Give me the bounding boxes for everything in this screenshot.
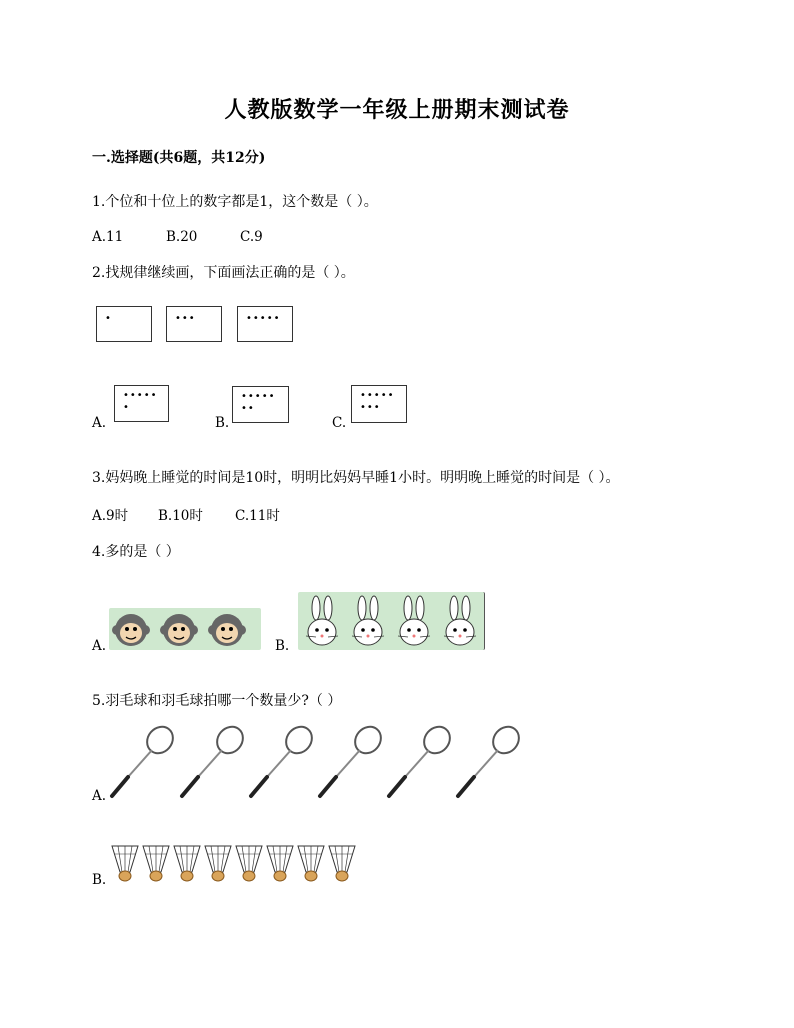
shuttlecocks-image [110, 842, 360, 884]
q2-c-dots-row1: ••••• [360, 390, 395, 401]
monkey-strip [109, 608, 261, 650]
question-2: 2.找规律继续画，下面画法正确的是（ ）。 [92, 265, 355, 281]
q3-option-c: C.11时 [235, 508, 280, 524]
question-4: 4.多的是（ ） [92, 544, 180, 560]
q1-option-b: B.20 [166, 229, 198, 245]
q2-option-b-label: B. [215, 415, 230, 431]
q2-a-dots-row1: ••••• [123, 390, 158, 401]
q1-option-c: C.9 [240, 229, 263, 245]
pattern-box-1 [96, 306, 152, 342]
pattern-dots-1: • [105, 313, 112, 324]
q2-c-dots-row2: ••• [360, 402, 381, 413]
monkey-faces-image [109, 608, 261, 650]
q5-option-a-label: A. [92, 788, 107, 804]
q5-option-b-label: B. [92, 872, 107, 888]
badminton-rackets-image [108, 722, 528, 802]
rabbit-strip [298, 592, 485, 650]
q2-option-c-box [351, 385, 407, 423]
rabbit-faces-image [298, 592, 484, 650]
q4-option-a-label: A. [92, 638, 107, 654]
pattern-box-3 [237, 306, 293, 342]
pattern-dots-2: ••• [175, 313, 196, 324]
question-5: 5.羽毛球和羽毛球拍哪一个数量少?（ ） [92, 693, 342, 709]
q2-option-b-box [232, 386, 289, 423]
q2-option-c-label: C. [332, 415, 347, 431]
page-title: 人教版数学一年级上册期末测试卷 [224, 97, 570, 123]
q2-b-dots-row2: •• [241, 403, 255, 414]
q2-b-dots-row1: ••••• [241, 391, 276, 402]
q3-option-b: B.10时 [158, 508, 203, 524]
q3-option-a: A.9时 [92, 508, 129, 524]
q2-option-a-box [114, 385, 169, 422]
question-3: 3.妈妈晚上睡觉的时间是10时，明明比妈妈早睡1小时。明明晚上睡觉的时间是（ ）。 [92, 470, 620, 486]
section-heading: 一.选择题(共6题，共12分) [92, 150, 266, 166]
pattern-box-2 [166, 306, 222, 342]
q2-option-a-label: A. [92, 415, 107, 431]
q4-option-b-label: B. [275, 638, 290, 654]
question-1: 1.个位和十位上的数字都是1，这个数是（ ）。 [92, 194, 378, 210]
q2-a-dots-row2: • [123, 402, 130, 413]
q1-option-a: A.11 [92, 229, 124, 245]
pattern-dots-3: ••••• [246, 313, 281, 324]
